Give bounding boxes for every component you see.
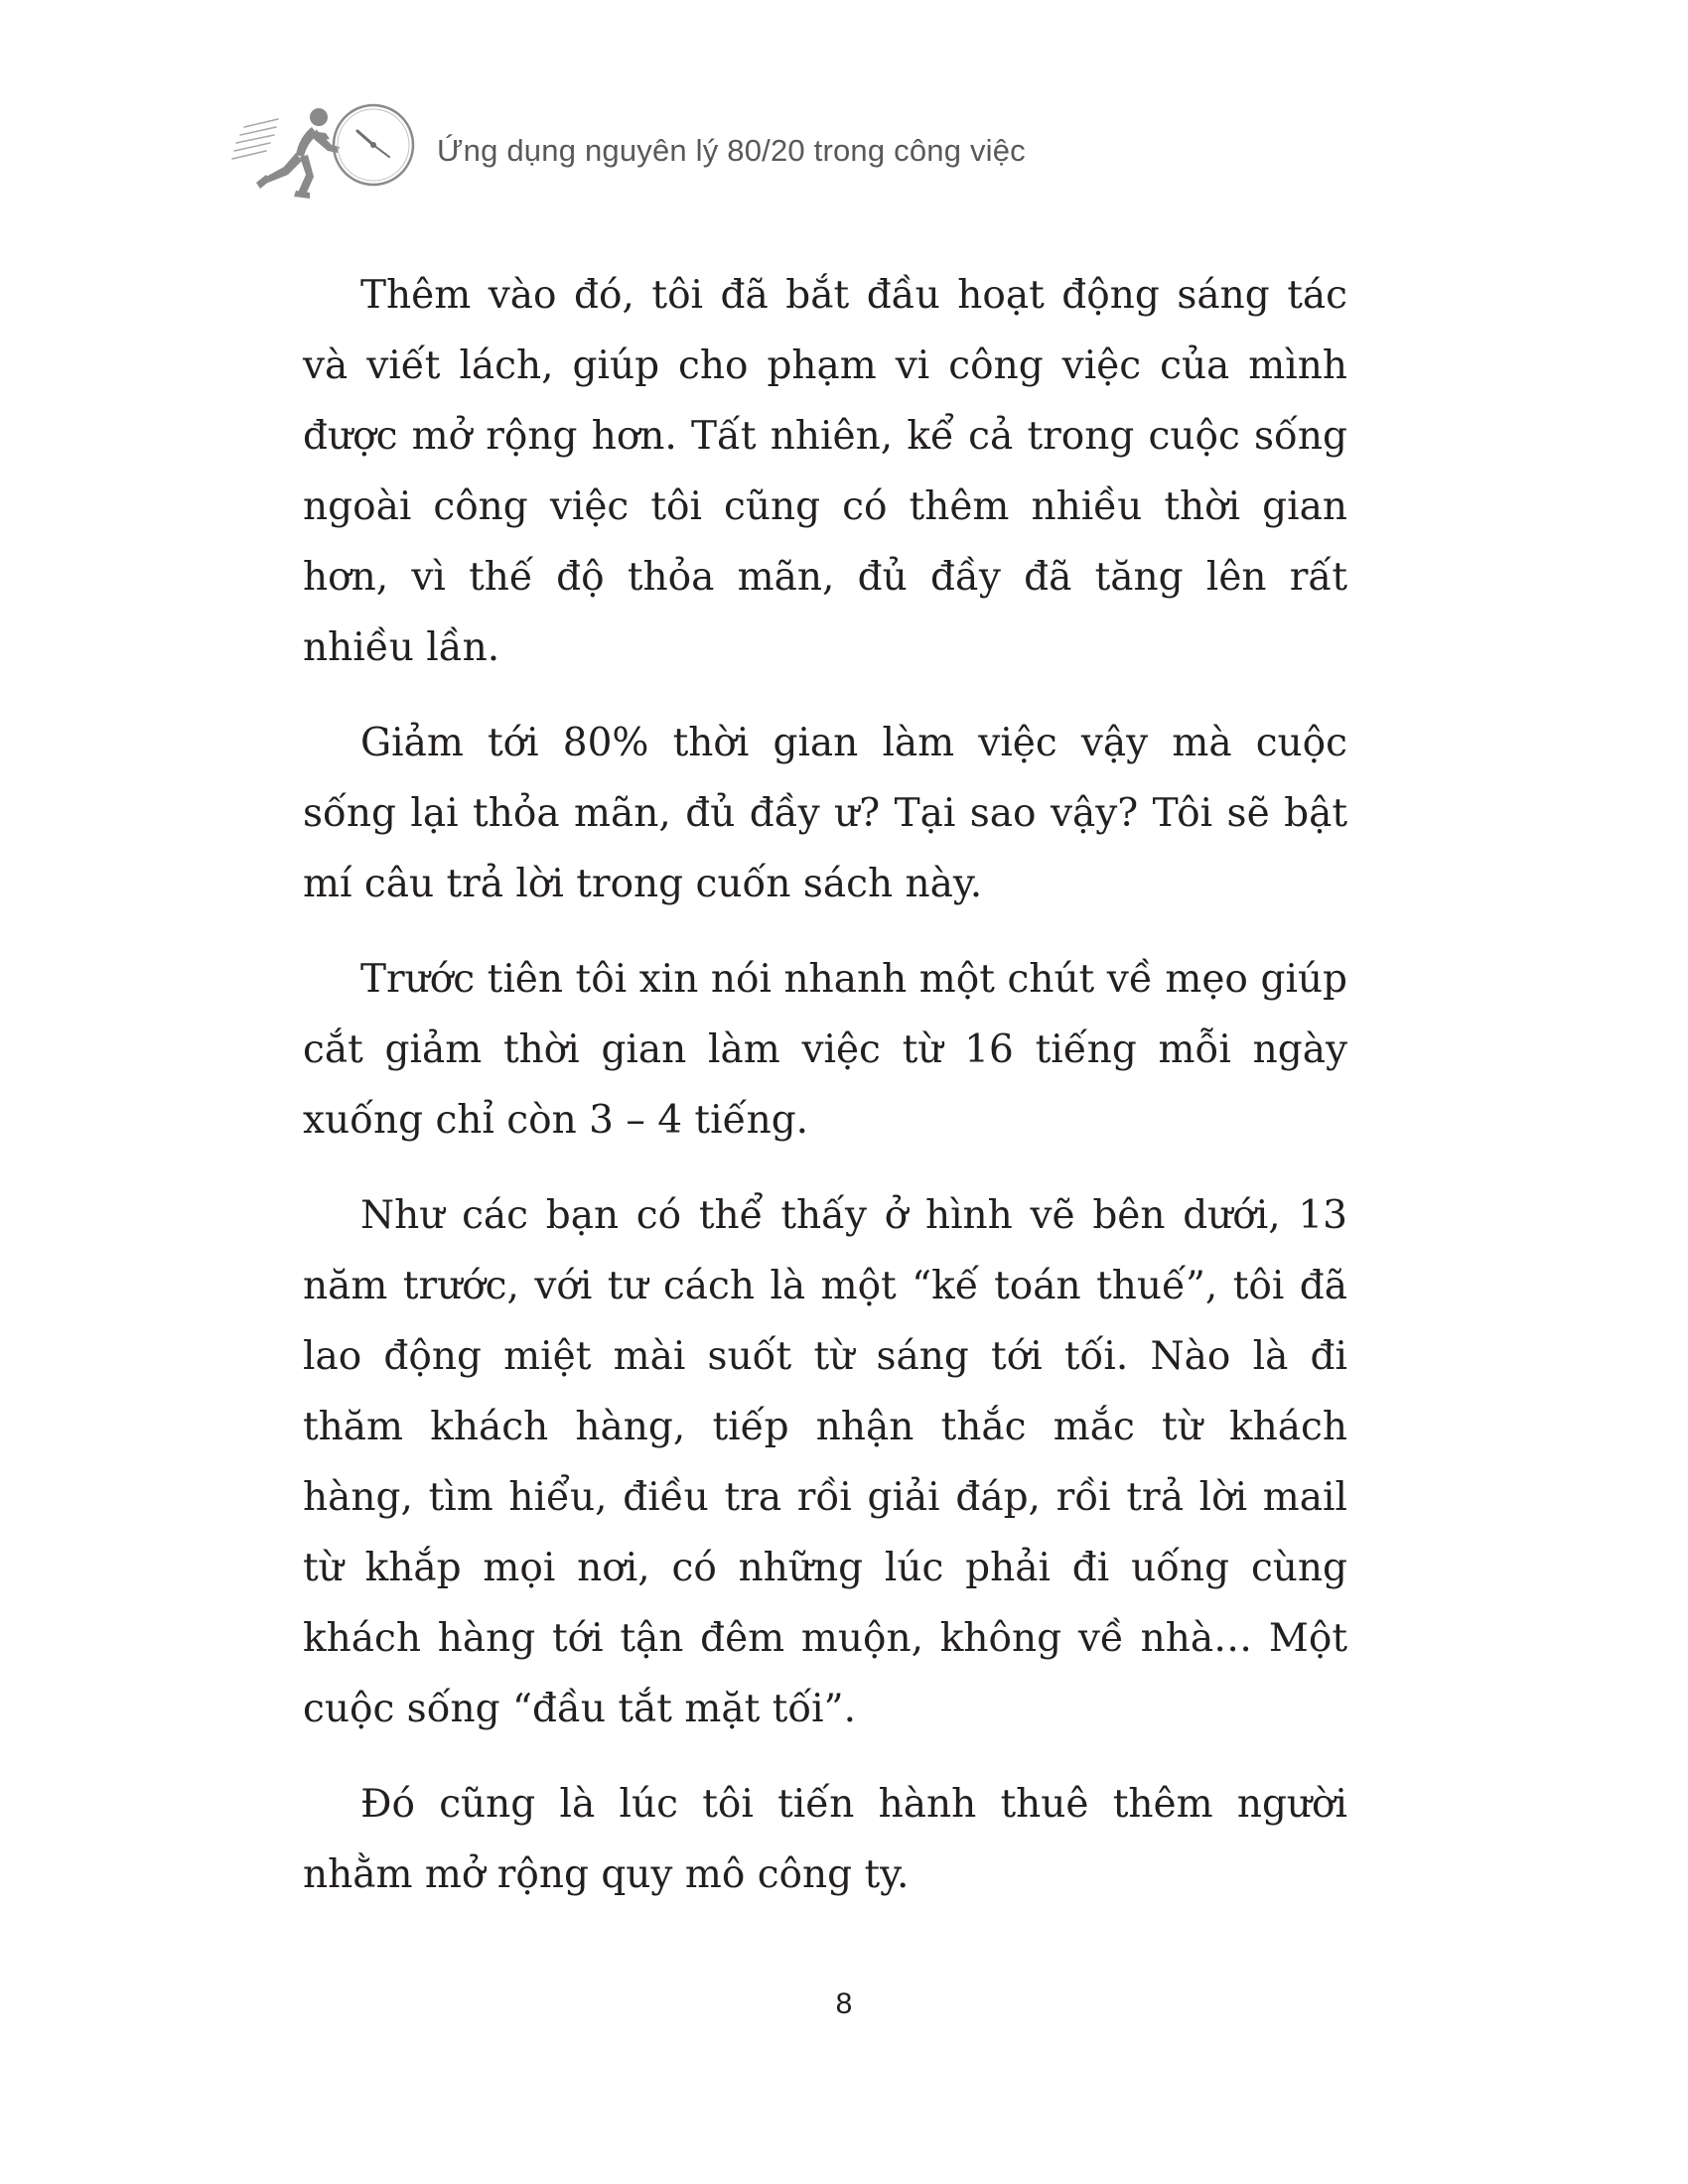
main-text [303, 260, 1347, 1935]
paragraph: Như các bạn có thể thấy ở hình vẽ bên dưới, 13 năm trước, với tư cách là một “kế toán thuế”, tôi đã lao động miệt mài suốt từ sáng tới tối. Nào là đi thăm khách hàng, tiếp nhận thắc mắc từ khách hàng, tìm hiểu, điều tra rồi giải đáp, rồi trả lời mail từ khắp mọi nơi, có những lúc phải đi uống cùng khách hàng tới tận đêm muộn, không về nhà… Một cuộc sống “đầu tắt mặt tối”. [303, 1193, 1347, 1731]
running-header-title: Ứng dụng nguyên lý 80/20 trong công việc [437, 133, 1026, 168]
running-header [226, 97, 1120, 216]
running-man-pushing-clock-icon [226, 97, 435, 206]
paragraph: Giảm tới 80% thời gian làm việc vậy mà cuộc sống lại thỏa mãn, đủ đầy ư? Tại sao vậy? Tôi sẽ bật mí câu trả lời trong cuốn sách này. [303, 721, 1347, 906]
paragraph: Thêm vào đó, tôi đã bắt đầu hoạt động sáng tác và viết lách, giúp cho phạm vi công việc của mình được mở rộng hơn. Tất nhiên, kể cả trong cuộc sống ngoài công việc tôi cũng có thêm nhiều thời gian hơn, vì thế độ thỏa mãn, đủ đầy đã tăng lên rất nhiều lần. [303, 273, 1347, 670]
paragraph: Trước tiên tôi xin nói nhanh một chút về mẹo giúp cắt giảm thời gian làm việc từ 16 tiếng mỗi ngày xuống chỉ còn 3 – 4 tiếng. [303, 957, 1347, 1143]
page-number: 8 [835, 1987, 853, 2020]
paragraph: Đó cũng là lúc tôi tiến hành thuê thêm người nhằm mở rộng quy mô công ty. [303, 1782, 1347, 1897]
